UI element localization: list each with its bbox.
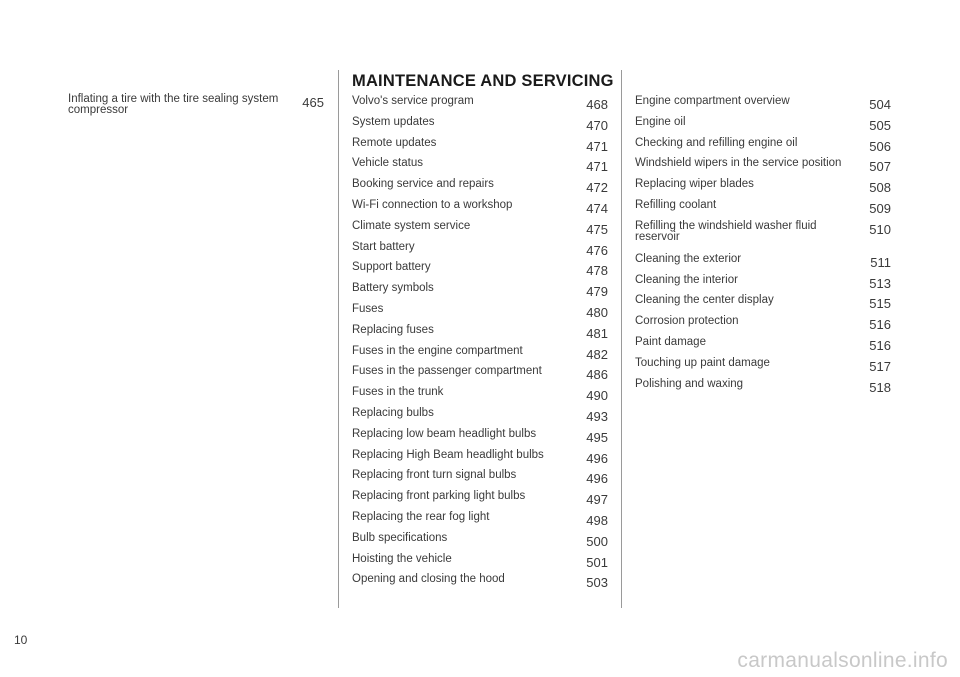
- toc-entry-title: Paint damage: [635, 335, 706, 348]
- watermark: carmanualsonline.info: [737, 649, 948, 672]
- toc-entry[interactable]: [352, 304, 608, 325]
- toc-entry-page: 478: [586, 263, 608, 279]
- toc-entry-page: 503: [586, 575, 608, 591]
- toc-column-1: [68, 94, 324, 127]
- toc-entry[interactable]: [352, 325, 608, 346]
- toc-entry[interactable]: [635, 158, 891, 179]
- toc-entry-title: Fuses in the trunk: [352, 386, 444, 399]
- toc-entry-page: 501: [586, 554, 608, 570]
- toc-entry-page: 513: [869, 275, 891, 291]
- toc-entry[interactable]: [352, 450, 608, 471]
- toc-entry-title: Refilling coolant: [635, 198, 717, 211]
- toc-entry-title: Replacing front parking light bulbs: [352, 490, 526, 503]
- toc-column-2: [352, 96, 608, 595]
- toc-entry[interactable]: [352, 429, 608, 450]
- toc-entry-page: 506: [869, 138, 891, 154]
- toc-entry-title: Fuses: [352, 302, 384, 315]
- toc-entry-title: Cleaning the exterior: [635, 252, 742, 265]
- toc-entry-title: Opening and closing the hood: [352, 573, 505, 586]
- toc-entry[interactable]: [635, 337, 891, 358]
- toc-entry-page: 498: [586, 512, 608, 528]
- toc-entry-page: 471: [586, 138, 608, 154]
- toc-entry[interactable]: [352, 408, 608, 429]
- toc-entry[interactable]: [352, 179, 608, 200]
- toc-entry-title: Inflating a tire with the tire sealing system compressor: [68, 93, 279, 116]
- toc-entry-page: 495: [586, 429, 608, 445]
- toc-entry-page: 496: [586, 471, 608, 487]
- toc-entry[interactable]: [635, 138, 891, 159]
- toc-entry[interactable]: [352, 491, 608, 512]
- toc-entry-title: Fuses in the passenger compartment: [352, 365, 542, 378]
- toc-entry-page: 509: [869, 200, 891, 216]
- toc-entry-page: 468: [586, 97, 608, 112]
- toc-entry-title: Vehicle status: [352, 157, 423, 170]
- toc-entry[interactable]: [635, 295, 891, 316]
- toc-entry-title: Hoisting the vehicle: [352, 552, 452, 565]
- toc-entry-title: Cleaning the center display: [635, 294, 774, 307]
- toc-entry-title: Engine oil: [635, 115, 686, 128]
- toc-entry-title: Support battery: [352, 261, 431, 274]
- toc-entry-page: 472: [586, 180, 608, 196]
- toc-entry-title: Replacing bulbs: [352, 406, 434, 419]
- toc-entry-title: Bulb specifications: [352, 531, 448, 544]
- toc-entry-page: 470: [586, 117, 608, 133]
- toc-entry[interactable]: [352, 283, 608, 304]
- toc-entry-title: Replacing the rear fog light: [352, 510, 490, 523]
- toc-entry-page: 486: [586, 367, 608, 383]
- toc-entry-title: Wi-Fi connection to a workshop: [352, 198, 513, 211]
- toc-entry-page: 471: [586, 159, 608, 175]
- toc-entry-page: 511: [870, 254, 891, 270]
- toc-entry-title: Refilling the windshield washer fluid reservoir: [635, 219, 817, 243]
- page-number: 10: [14, 633, 28, 647]
- column-divider-left: [338, 70, 339, 608]
- toc-entry-page: 510: [869, 221, 891, 237]
- toc-entry[interactable]: [68, 94, 324, 127]
- toc-entry-title: Replacing low beam headlight bulbs: [352, 427, 537, 440]
- toc-entry-page: 475: [586, 221, 608, 237]
- toc-entry-page: 482: [586, 346, 608, 362]
- toc-entry[interactable]: [352, 200, 608, 221]
- toc-entry-page: 474: [586, 200, 608, 216]
- toc-entry[interactable]: [635, 200, 891, 221]
- toc-entry[interactable]: [352, 512, 608, 533]
- toc-entry-title: Start battery: [352, 240, 415, 253]
- toc-column-3: [635, 96, 891, 399]
- toc-entry[interactable]: [352, 138, 608, 159]
- toc-entry[interactable]: [635, 358, 891, 379]
- toc-entry-page: 505: [869, 117, 891, 133]
- section-heading: MAINTENANCE AND SERVICING: [352, 72, 614, 90]
- toc-entry-page: 480: [586, 304, 608, 320]
- toc-entry[interactable]: [352, 533, 608, 554]
- toc-entry[interactable]: [635, 275, 891, 296]
- toc-entry[interactable]: [352, 366, 608, 387]
- toc-entry-page: 517: [869, 358, 891, 374]
- toc-entry[interactable]: [352, 346, 608, 367]
- toc-entry-title: Replacing High Beam headlight bulbs: [352, 448, 544, 461]
- toc-entry-title: Replacing fuses: [352, 323, 434, 336]
- toc-entry-title: Cleaning the interior: [635, 273, 738, 286]
- toc-entry-title: Battery symbols: [352, 282, 434, 295]
- toc-entry[interactable]: [635, 254, 891, 275]
- toc-entry-page: 518: [869, 379, 891, 395]
- toc-entry[interactable]: [635, 316, 891, 337]
- toc-entry-title: Engine compartment overview: [635, 95, 790, 107]
- column-divider-right: [621, 70, 622, 608]
- toc-entry[interactable]: [352, 96, 608, 117]
- toc-entry-page: 516: [869, 337, 891, 353]
- toc-entry-title: Replacing wiper blades: [635, 178, 754, 191]
- toc-entry-title: Corrosion protection: [635, 315, 739, 328]
- toc-entry[interactable]: [635, 221, 891, 254]
- toc-entry-page: 496: [586, 450, 608, 466]
- toc-entry-page: 500: [586, 533, 608, 549]
- toc-entry[interactable]: [352, 470, 608, 491]
- toc-entry[interactable]: [352, 242, 608, 263]
- toc-entry[interactable]: [635, 117, 891, 138]
- toc-entry[interactable]: [635, 179, 891, 200]
- toc-entry-page: 508: [869, 180, 891, 196]
- toc-entry[interactable]: [635, 96, 891, 117]
- toc-entry-page: 515: [869, 296, 891, 312]
- toc-entry-page: 490: [586, 388, 608, 404]
- toc-entry[interactable]: [635, 379, 891, 400]
- toc-entry-page: 516: [869, 317, 891, 333]
- toc-entry-title: Volvo's service program: [352, 95, 474, 107]
- toc-entry-title: Fuses in the engine compartment: [352, 344, 523, 357]
- toc-entry-page: 481: [586, 325, 608, 341]
- toc-entry-title: Remote updates: [352, 136, 437, 149]
- toc-entry[interactable]: [352, 117, 608, 138]
- toc-entry-page: 476: [586, 242, 608, 258]
- toc-entry[interactable]: [352, 221, 608, 242]
- toc-entry[interactable]: [352, 158, 608, 179]
- toc-entry-title: Windshield wipers in the service position: [635, 157, 842, 170]
- toc-entry-title: System updates: [352, 115, 435, 128]
- toc-entry-page: 497: [586, 492, 608, 508]
- toc-entry-page: 507: [869, 159, 891, 175]
- toc-entry-title: Replacing front turn signal bulbs: [352, 469, 517, 482]
- toc-entry[interactable]: [352, 387, 608, 408]
- toc-entry-page: 504: [869, 97, 891, 112]
- toc-entry[interactable]: [352, 262, 608, 283]
- toc-entry-page: 479: [586, 284, 608, 300]
- toc-entry-page: 465: [302, 95, 324, 110]
- toc-entry-title: Touching up paint damage: [635, 356, 770, 369]
- toc-entry[interactable]: [352, 574, 608, 595]
- toc-entry-page: 493: [586, 408, 608, 424]
- toc-entry-title: Climate system service: [352, 219, 471, 232]
- toc-entry-title: Checking and refilling engine oil: [635, 136, 798, 149]
- toc-entry[interactable]: [352, 554, 608, 575]
- toc-entry-title: Polishing and waxing: [635, 377, 744, 390]
- toc-entry-title: Booking service and repairs: [352, 178, 494, 191]
